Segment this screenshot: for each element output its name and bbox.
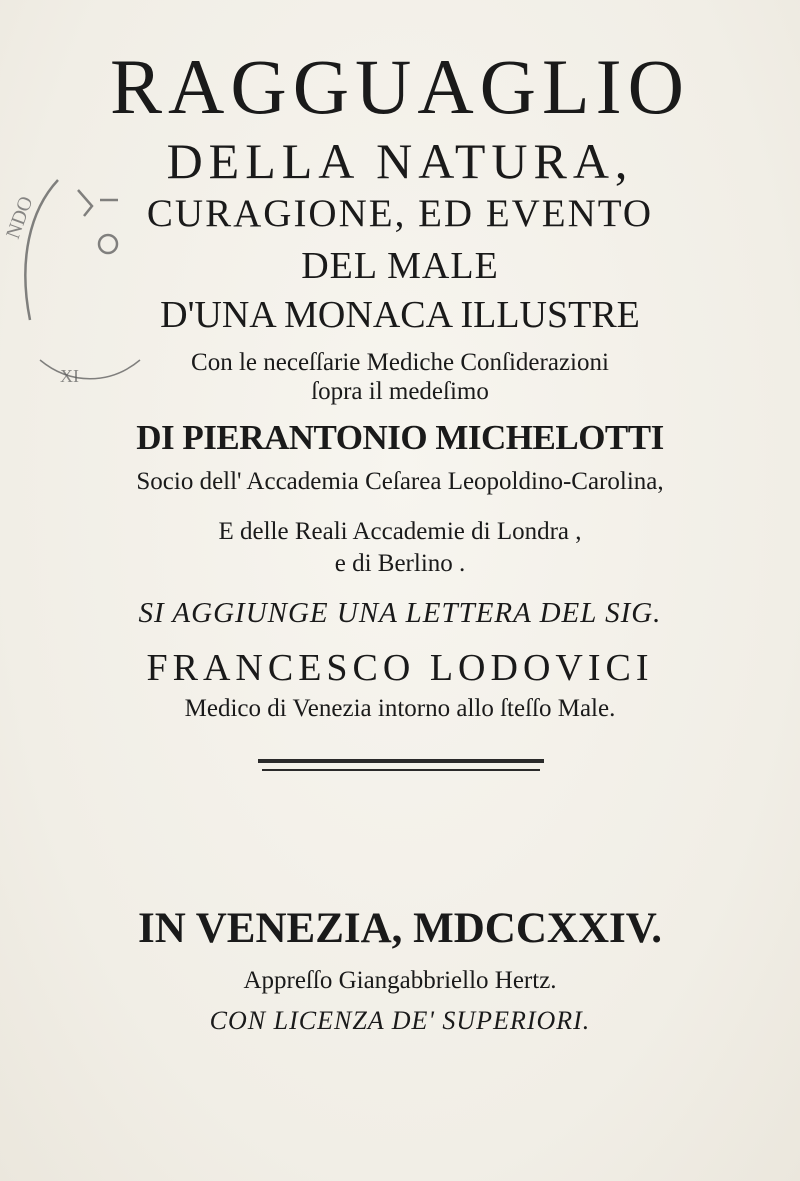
imprint-printer: Appreſſo Giangabbriello Hertz.: [243, 967, 557, 994]
svg-text:NDO: NDO: [2, 193, 38, 242]
author-affiliation-2: E delle Reali Accademie di Londra ,: [218, 518, 582, 545]
subtitle-line-5: Con le neceſſarie Mediche Conſiderazioni: [191, 349, 609, 376]
subtitle-line-1: DELLA NATURA,: [166, 133, 634, 189]
addition-line: SI AGGIUNGE UNA LETTERA DEL SIG.: [138, 597, 662, 629]
author-affiliation-1: Socio dell' Accademia Ceſarea Leopoldino-Carolina,: [136, 468, 664, 495]
subtitle-line-3: DEL MALE: [301, 245, 499, 287]
divider-rule-thin: [262, 769, 540, 771]
divider-rule-thick: [258, 759, 544, 763]
author-name: DI PIERANTONIO MICHELOTTI: [136, 418, 664, 457]
second-author-name: FRANCESCO LODOVICI: [146, 647, 654, 689]
author-affiliation-3: e di Berlino .: [334, 550, 466, 577]
imprint-place-date: IN VENEZIA, MDCCXXIV.: [137, 905, 663, 952]
svg-text:XI: XI: [60, 366, 79, 386]
imprint-license: CON LICENZA DE' SUPERIORI.: [209, 1006, 591, 1035]
subtitle-line-4: D'UNA MONACA ILLUSTRE: [160, 294, 640, 336]
subtitle-line-2: CURAGIONE, ED EVENTO: [146, 192, 654, 235]
subtitle-line-6: ſopra il medeſimo: [311, 378, 489, 405]
main-title: RAGGUAGLIO: [110, 43, 690, 130]
second-author-description: Medico di Venezia intorno allo ſteſſo Male.: [184, 695, 616, 722]
